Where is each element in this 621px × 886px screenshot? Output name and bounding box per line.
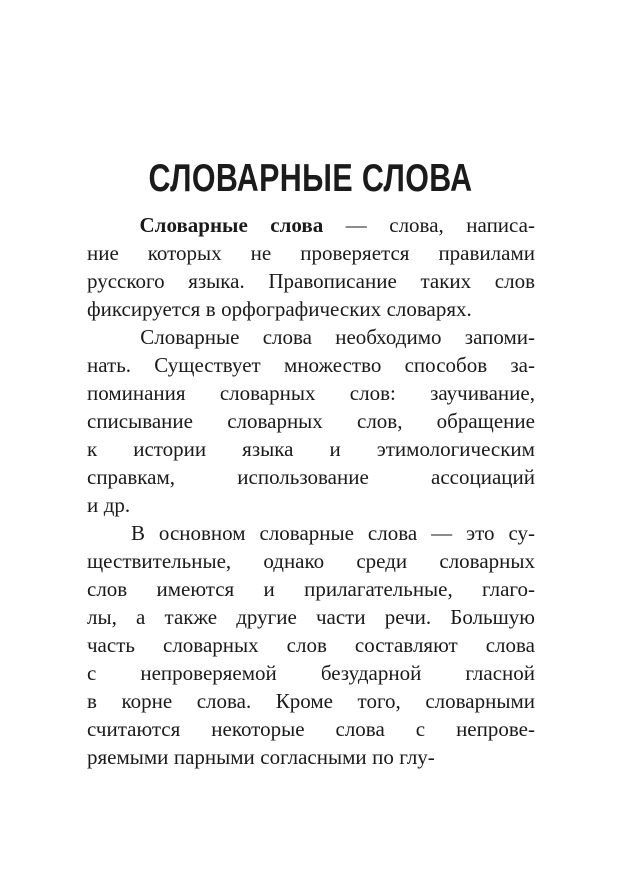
word: Большую — [450, 605, 535, 629]
word: однако — [263, 549, 325, 573]
word: части — [315, 605, 366, 629]
word: речи. — [384, 605, 432, 629]
word: парными — [173, 745, 255, 769]
text-line — [87, 211, 535, 239]
word: и — [87, 493, 99, 517]
text-line — [87, 547, 535, 575]
text-line — [87, 659, 535, 687]
word: таких — [420, 269, 472, 293]
word: с — [415, 717, 426, 741]
word: Существует — [154, 353, 261, 377]
word: словарных — [163, 633, 259, 657]
paragraph-parts-of-speech — [87, 519, 535, 771]
word: также — [164, 605, 218, 629]
word: того, — [357, 689, 401, 713]
word: с — [87, 661, 97, 685]
word: лы, — [87, 605, 117, 629]
word: этимологическим — [376, 437, 535, 461]
word: слова — [335, 717, 385, 741]
word: запоми- — [464, 325, 535, 349]
text-line — [87, 715, 535, 743]
first-line-indent — [87, 519, 117, 547]
word: словарные — [259, 521, 354, 545]
first-line-indent — [87, 323, 117, 351]
text-line — [87, 519, 535, 547]
word: справкам, — [87, 465, 176, 489]
word: языка. — [188, 269, 245, 293]
word: за- — [510, 353, 535, 377]
word: поминания — [87, 381, 186, 405]
word: безударной — [320, 661, 422, 685]
text-line — [87, 687, 535, 715]
word: непроверяемой — [140, 661, 277, 685]
text-line — [87, 407, 535, 435]
word: проверяется — [300, 241, 410, 265]
text-line — [87, 351, 535, 379]
word: считаются — [87, 717, 181, 741]
page-title: СЛОВАРНЫЕ СЛОВА — [148, 157, 473, 201]
word: необходимо — [335, 325, 442, 349]
word: Кроме — [275, 689, 333, 713]
word: согласными — [260, 745, 367, 769]
word: часть — [87, 633, 135, 657]
word: основном — [158, 521, 246, 545]
word: слова, — [389, 213, 444, 237]
word: ние — [87, 241, 119, 265]
paragraph-definition — [87, 211, 535, 323]
word: словарных — [439, 549, 535, 573]
word: и — [263, 577, 275, 601]
word: по — [372, 745, 394, 769]
word: русского — [87, 269, 165, 293]
word: составляют — [354, 633, 458, 657]
word: прилагательные, — [304, 577, 453, 601]
word: глу- — [399, 745, 435, 769]
word: способов — [404, 353, 488, 377]
word: глаго- — [482, 577, 535, 601]
word: обращение — [436, 409, 535, 433]
word: словарных — [219, 381, 316, 405]
word: это — [466, 521, 495, 545]
word: имеются — [156, 577, 235, 601]
word: Словарные — [140, 325, 240, 349]
word: использование — [237, 465, 369, 489]
word: ассоциаций — [431, 465, 535, 489]
word: ществительные, — [87, 549, 232, 573]
word: списывание — [87, 409, 193, 433]
text-line — [87, 575, 535, 603]
text-line — [87, 379, 535, 407]
text-line — [87, 743, 535, 771]
word: гласной — [465, 661, 535, 685]
text-line — [87, 463, 535, 491]
word: написа- — [466, 213, 535, 237]
word: др. — [103, 493, 131, 517]
word: ряемыми — [87, 745, 169, 769]
text-line — [87, 603, 535, 631]
word: слова — [367, 521, 418, 545]
word: — — [431, 521, 453, 545]
word: заучивание, — [430, 381, 535, 405]
word: слова — [262, 325, 312, 349]
word: нать. — [87, 353, 132, 377]
word: и — [329, 437, 341, 461]
word: слова — [270, 213, 324, 237]
word: фиксируется — [87, 297, 201, 321]
word: корне — [121, 689, 173, 713]
word: В — [130, 521, 145, 545]
body-text-column — [87, 211, 535, 771]
text-line — [87, 631, 535, 659]
word: словарных — [227, 409, 323, 433]
word: а — [136, 605, 146, 629]
word: в — [205, 297, 216, 321]
first-line-indent — [87, 211, 117, 239]
word: правилами — [438, 241, 535, 265]
word: истории — [133, 437, 207, 461]
word: слов, — [357, 409, 403, 433]
word: слов: — [349, 381, 396, 405]
text-line — [87, 295, 535, 323]
word: слова. — [196, 689, 252, 713]
text-line — [87, 267, 535, 295]
word: слова — [485, 633, 535, 657]
word: другие — [236, 605, 297, 629]
word: которых — [147, 241, 222, 265]
text-line — [87, 491, 535, 519]
word: непрове- — [456, 717, 535, 741]
word: Правописание — [268, 269, 397, 293]
word: в — [87, 689, 97, 713]
word: орфографических — [221, 297, 382, 321]
word: среди — [356, 549, 408, 573]
text-line — [87, 239, 535, 267]
word: языка — [242, 437, 294, 461]
word: множество — [283, 353, 382, 377]
paragraph-memorization — [87, 323, 535, 519]
word: некоторые — [211, 717, 305, 741]
word: к — [87, 437, 98, 461]
text-line — [87, 435, 535, 463]
word: слов — [87, 577, 128, 601]
word: — — [345, 213, 367, 237]
word: словарными — [425, 689, 535, 713]
word: слов — [286, 633, 327, 657]
word: не — [250, 241, 272, 265]
word: словарях. — [386, 297, 472, 321]
word: су- — [508, 521, 535, 545]
word: Словарные — [139, 213, 248, 237]
text-line — [87, 323, 535, 351]
word: слов — [494, 269, 535, 293]
